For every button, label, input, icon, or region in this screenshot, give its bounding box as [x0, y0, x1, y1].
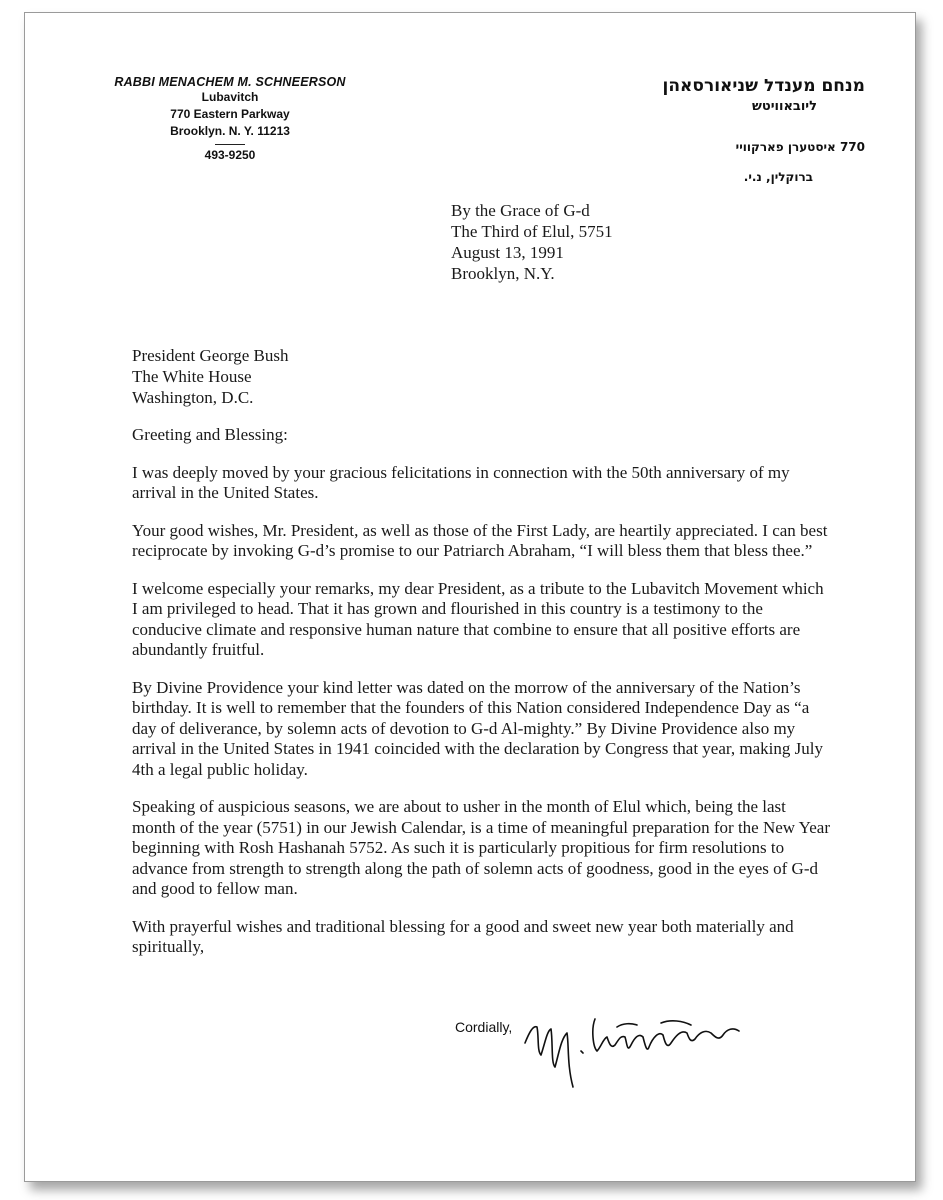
recipient-line: President George Bush	[132, 346, 289, 365]
paragraph: Speaking of auspicious seasons, we are about to usher in the month of Elul which, being the last month of the year (5751) in our Jewish Calendar, is a time of meaningful preparation for the New Year beginning with Rosh Hashanah 5752. As such it is particularly propitious for firm resolutions to advance from strength to strength along the path of solemn acts of goodness, good in the eyes of G-d and good to fellow man.	[132, 797, 831, 898]
paragraph: Your good wishes, Mr. President, as well as those of the First Lady, are heartily appreciated. I can best reciprocate by invoking G-d’s promise to our Patriarch Abraham, “I will bless them that bless thee.”	[132, 520, 828, 560]
letterhead-hebrew-street: 770 איסטערן פארקוויי	[735, 140, 865, 154]
letterhead-hebrew-org: ליובאוויטש	[752, 99, 817, 114]
recipient-address	[132, 346, 288, 409]
letterhead-english	[80, 75, 380, 162]
dateline-line: August 13, 1991	[451, 243, 564, 262]
dateline-line: By the Grace of G-d	[451, 201, 590, 220]
letterhead-org: Lubavitch	[201, 90, 259, 104]
letterhead-city: Brooklyn. N. Y. 11213	[170, 124, 290, 138]
closing	[455, 1007, 755, 1087]
closing-word: Cordially,	[455, 1019, 513, 1035]
letterhead-street: 770 Eastern Parkway	[170, 107, 290, 121]
paragraph: I welcome especially your remarks, my dear President, as a tribute to the Lubavitch Movement which I am privileged to head. That it has grown and flourished in this country is a testimony to the conducive climate and responsive human nature that combine to ensure that all positive efforts are abundantly fruitful.	[132, 578, 824, 659]
dateline	[451, 201, 613, 285]
letterhead-divider	[215, 144, 245, 145]
dateline-line: The Third of Elul, 5751	[451, 222, 613, 241]
letterhead-name: RABBI MENACHEM M. SCHNEERSON	[114, 75, 346, 89]
recipient-line: The White House	[132, 367, 252, 386]
signature	[521, 1003, 761, 1093]
paragraph: By Divine Providence your kind letter was dated on the morrow of the anniversary of the Nation’s birthday. It is well to remember that the founders of this Nation considered Independence Day as “a day of deliverance, by solemn acts of devotion to G-d Al-mighty.” By Divine Providence also my arrival in the United States in 1941 coincided with the declaration by Congress that year, making July 4th a legal public holiday.	[132, 677, 823, 779]
letter-body	[132, 425, 832, 975]
dateline-line: Brooklyn, N.Y.	[451, 264, 555, 283]
paragraph: With prayerful wishes and traditional blessing for a good and sweet new year both materially and spiritually,	[132, 916, 794, 956]
letterhead-hebrew-name: מנחם מענדל שניאורסאהן	[662, 76, 865, 96]
letterhead-hebrew	[605, 75, 865, 187]
letterhead-hebrew-city: ברוקלין, נ.י.	[743, 170, 813, 184]
paragraph: I was deeply moved by your gracious felicitations in connection with the 50th anniversary of my arrival in the United States.	[132, 462, 790, 502]
letter-page	[24, 12, 916, 1182]
salutation: Greeting and Blessing:	[132, 425, 288, 444]
letterhead-phone: 493-9250	[204, 148, 256, 162]
recipient-line: Washington, D.C.	[132, 388, 254, 407]
